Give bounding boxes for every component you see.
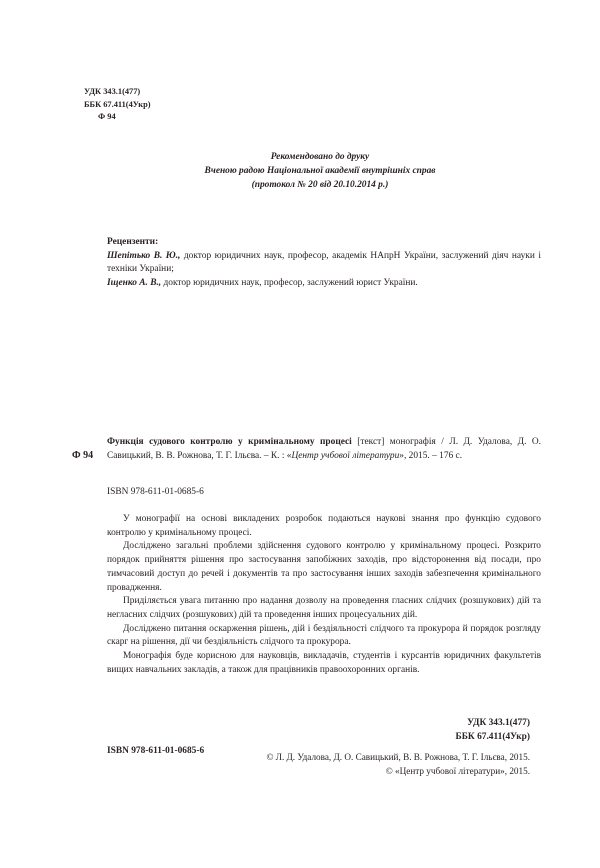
reviewer-name: Шепітько В. Ю., bbox=[107, 250, 181, 261]
copyright-authors: © Л. Д. Удалова, Д. О. Савицький, В. В. Рожнова, Т. Г. Ільєва, 2015. bbox=[266, 752, 530, 762]
publisher-name: Центр учбової літератури bbox=[291, 451, 400, 461]
bibliographic-author-sign: Ф 94 bbox=[72, 450, 94, 461]
bbk-code: ББК 67.411(4Укр) bbox=[84, 99, 151, 109]
author-sign-code: Ф 94 bbox=[98, 112, 116, 122]
isbn-number: ISBN 978-611-01-0685-6 bbox=[107, 487, 204, 497]
copyright-publisher: © «Центр учбової літератури», 2015. bbox=[385, 766, 530, 777]
footer-udk: УДК 343.1(477) bbox=[467, 718, 530, 728]
recommendation-line-2: Вченою радою Національної академії внутрішніх справ bbox=[204, 166, 436, 177]
annotation bbox=[107, 513, 541, 677]
annotation-paragraph: У монографії на основі викладених розробок подаються наукові знання про функцію судового контролю у кримінальному процесі. bbox=[107, 514, 541, 538]
book-title: Функція судового контролю у кримінальному процесі bbox=[107, 437, 352, 447]
reviewer-name: Іщенко А. В., bbox=[107, 277, 162, 288]
annotation-paragraph: Досліджено питання оскарження рішень, дій і бездіяльності слідчого та прокурора й порядок розгляду скарг на рішення, дії чи бездіяльність слідчого та прокурора. bbox=[107, 623, 541, 648]
reviewers-heading: Рецензенти: bbox=[107, 237, 159, 247]
annotation-paragraph: Приділяється увага питанню про надання дозволу на проведення гласних слідчих (розшукових) дій та негласних слідчих (розшукових) дій та проведення інших процесуальних дій. bbox=[107, 596, 541, 620]
annotation-paragraph: Досліджено загальні проблеми здійснення судового контролю у кримінальному процесі. Розкрито порядок прийняття рішення про застосування запобіжних заходів, про відсторонення від посади, про тимчасовий доступ до речей і документів та про застосування інших заходів забезпечення кримінального провадження. bbox=[107, 541, 541, 593]
footer-isbn: ISBN 978-611-01-0685-6 bbox=[107, 746, 205, 756]
annotation-paragraph: Монографія буде корисною для науковців, викладачів, студентів і курсантів юридичних факультетів вищих навчальних закладів, а також для працівників правоохоронних органів. bbox=[107, 651, 541, 675]
reviewer-credentials: доктор юридичних наук, професор, заслужений юрист України. bbox=[161, 277, 418, 288]
recommendation-line-1: Рекомендовано до друку bbox=[270, 152, 370, 162]
udk-code: УДК 343.1(477) bbox=[84, 87, 141, 96]
bibliographic-description bbox=[107, 435, 541, 463]
publication-recommendation bbox=[160, 150, 480, 193]
bibliographic-details: [текст] монографія / Л. Д. Удалова, Д. О. Савицький, В. В. Рожнова, Т. Г. Ільєва. – К. : « bbox=[107, 437, 542, 461]
footer-bbk: ББК 67.411(4Укр) bbox=[455, 732, 530, 742]
bibliographic-details-end: », 2015. – 176 с. bbox=[399, 451, 463, 461]
reviewer-entry bbox=[107, 250, 541, 277]
udk-classification-block bbox=[84, 86, 151, 124]
reviewer-credentials: доктор юридичних наук, професор, академік НАпрН України, заслужений діяч науки і техніки України; bbox=[107, 250, 541, 275]
reviewers-section bbox=[107, 236, 541, 290]
reviewer-entry bbox=[107, 277, 541, 291]
copyright-block bbox=[266, 750, 530, 778]
footer-classification bbox=[456, 716, 530, 744]
recommendation-line-3: (протокол № 20 від 20.10.2014 р.) bbox=[251, 180, 389, 191]
